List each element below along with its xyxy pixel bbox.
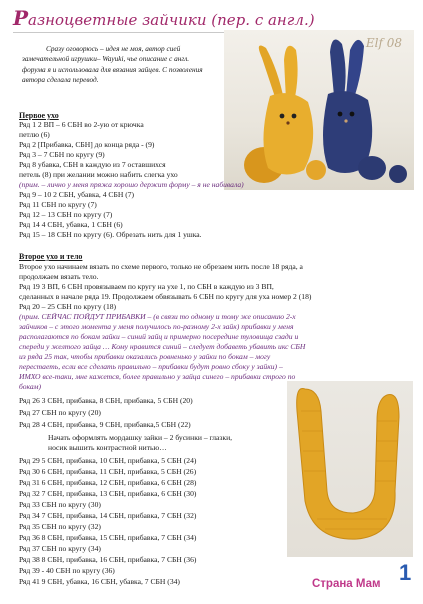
- title-word: азноцветные: [28, 11, 143, 29]
- pattern-row: Ряд 34 7 СБН, прибавка, 14 СБН, прибавка, 7 СБН (32): [19, 511, 197, 520]
- pattern-row: Ряд 30 6 СБН, прибавка, 11 СБН, прибавка, 5 СБН (26): [19, 467, 197, 476]
- pattern-row: Ряд 1 2 ВП – 6 СБН во 2-ую от крючка: [19, 120, 144, 129]
- translator-note: перестаеть, если все сделать правильно – прибавки будут ровно сбоку у зайки) –: [19, 362, 283, 371]
- pattern-row: Ряд 2 [Прибавка, СБН] до конца ряда - (9): [19, 140, 155, 149]
- face-instruction: Начать оформлять мордашку зайки – 2 бусинки – глазки,: [48, 433, 233, 442]
- pattern-row: Ряд 36 8 СБН, прибавка, 15 СБН, прибавка, 7 СБН (34): [19, 533, 197, 542]
- pattern-row: Ряд 32 7 СБН, прибавка, 13 СБН, прибавка, 6 СБН (30): [19, 489, 197, 498]
- section-intro: Второе ухо начинаем вязать по схеме первого, только не обрезаем нить после 18 ряда, а: [19, 262, 303, 271]
- translator-note: располагаются по бокам зайки – синий зайц и примерно посередине туловища сзади и: [19, 332, 299, 341]
- pattern-row: Ряд 19 3 ВП, 6 СБН провязываем по кругу на ухе 1, по СБН в каждую из 3 ВП,: [19, 282, 274, 291]
- author-signature: Elf 08: [365, 36, 402, 50]
- section-heading-second-ear: Второе ухо и тело: [19, 252, 83, 261]
- pattern-row: Ряд 14 4 СБН, убавка, 1 СБН (6): [19, 220, 123, 229]
- ears-illustration: [287, 381, 413, 557]
- section-heading-first-ear: Первое ухо: [19, 111, 59, 120]
- pattern-row: Ряд 31 6 СБН, прибавка, 12 СБН, прибавка, 6 СБН (28): [19, 478, 197, 487]
- pattern-row: петлю (6): [19, 130, 50, 139]
- pattern-row: Ряд 28 4 СБН, прибавка, 9 СБН, прибавка,5 СБН (22): [19, 420, 191, 429]
- face-instruction: носик вышить контрастной нитью…: [48, 443, 167, 452]
- pattern-row: Ряд 27 СБН по кругу (20): [19, 408, 101, 417]
- pattern-row: Ряд 3 – 7 СБН по кругу (9): [19, 150, 105, 159]
- bunnies-photo: [224, 30, 414, 190]
- intro-paragraph: Сразу оговорюсь – идея не моя, автор сией замечательной игрушки– Wayuki, чье описание с англ. форума я и использовала для вязания зайцев. С позволения автора сделала перевод.: [22, 44, 203, 85]
- section-intro: продолжаем вязать тело.: [19, 272, 99, 281]
- pattern-row: Ряд 11 СБН по кругу (7): [19, 200, 97, 209]
- pattern-row: Ряд 38 8 СБН, прибавка, 16 СБН, прибавка, 7 СБН (36): [19, 555, 197, 564]
- pattern-row: Ряд 12 – 13 СБН по кругу (7): [19, 210, 113, 219]
- title-subtitle: зайчики (пер. с англ.): [142, 11, 315, 29]
- pattern-row: Ряд 37 СБН по кругу (34): [19, 544, 101, 553]
- translator-note: (прим. – лично у меня пряжа хорошо держит форму – я не набивала): [19, 180, 244, 189]
- pattern-row: Ряд 9 – 10 2 СБН, убавка, 4 СБН (7): [19, 190, 135, 199]
- translator-note: спереди у желтого зайца … Кому нравится синий – следует добаветь убавить икс СБН: [19, 342, 306, 351]
- pattern-row: Ряд 15 – 18 СБН по кругу (6). Обрезать нить для 1 ушка.: [19, 230, 202, 239]
- translator-note: ИМХО все-таки, мне кажется, более правильно у зайца синего – прибавки строго по: [19, 372, 296, 381]
- pattern-row: Ряд 39 - 40 СБН по кругу (36): [19, 566, 115, 575]
- translator-note: зайчиков – с этого момента у меня получилось по-разному 2-х зайк) прибавки у меня: [19, 322, 294, 331]
- translator-note: из ряда 25 так, чтобы прибавки оказались ровненько у зайки по бокам – могу: [19, 352, 271, 361]
- translator-note: бокам): [19, 382, 42, 391]
- pattern-row: Ряд 8 убавка, СБН в каждую из 7 оставшихся: [19, 160, 166, 169]
- bunnies-illustration: [224, 30, 414, 190]
- pattern-row: Ряд 20 – 25 СБН по кругу (18): [19, 302, 117, 311]
- ears-photo: [287, 381, 413, 557]
- pattern-row: Ряд 41 9 СБН, убавка, 16 СБН, убавка, 7 СБН (34): [19, 577, 180, 586]
- pattern-row: Ряд 26 3 СБН, прибавка, 8 СБН, прибавка, 5 СБН (20): [19, 396, 193, 405]
- title-initial: Р: [13, 6, 29, 30]
- page-number: 1: [399, 560, 412, 585]
- pattern-row: сделанных в начале ряда 19. Продолжаем обвязывать 6 СБН по кругу для уха номер 2 (18): [19, 292, 312, 301]
- page-title: [13, 6, 353, 33]
- site-watermark: Страна Мам: [312, 578, 381, 590]
- pattern-row: Ряд 29 5 СБН, прибавка, 10 СБН, прибавка, 5 СБН (24): [19, 456, 197, 465]
- pattern-row: Ряд 33 СБН по кругу (30): [19, 500, 101, 509]
- translator-note: (прим. СЕЙЧАС ПОЙДУТ ПРИБАВКИ – (в связи то одному и тому же описанию 2-х: [19, 312, 296, 321]
- pattern-row: петель (8) при желании можно набить слегка ухо: [19, 170, 178, 179]
- pattern-row: Ряд 35 СБН по кругу (32): [19, 522, 101, 531]
